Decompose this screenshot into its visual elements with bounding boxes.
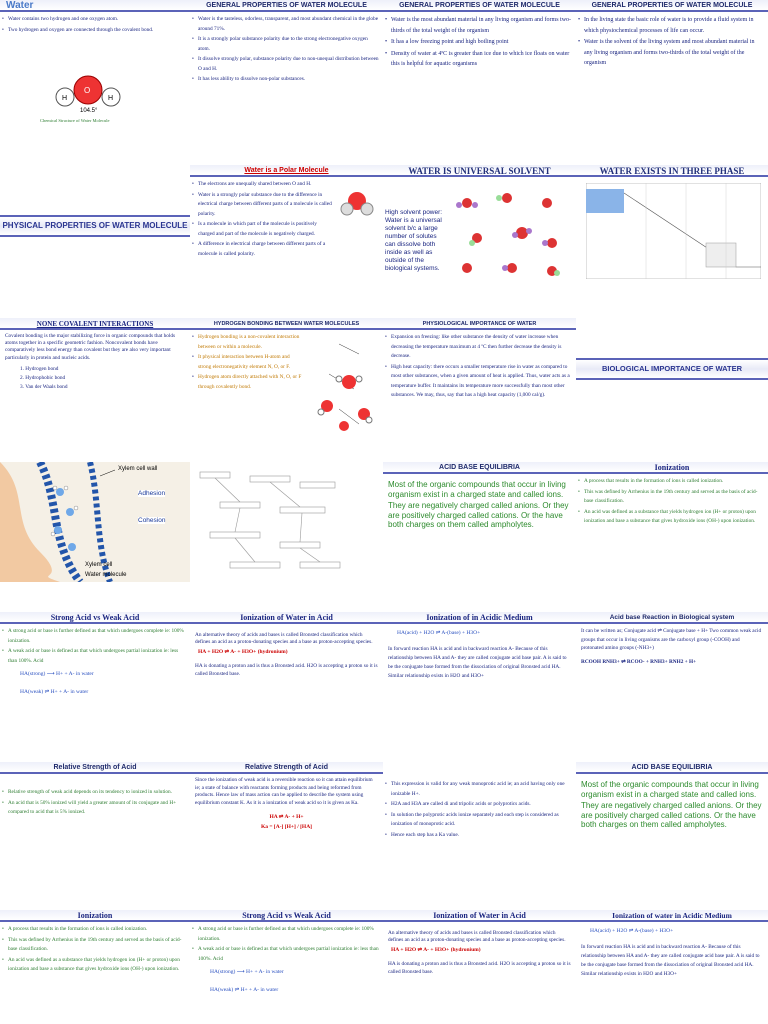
bullet: • Water is the solvent of the living system and most abundant material in any living organism and forms two-thirds of the total weight of the organism — [584, 37, 764, 69]
hydrogen-bond-diagram — [309, 334, 379, 434]
equation-strong: HA(strong) ⟶ H+ + A- in water — [210, 969, 284, 975]
bullet: • In the living state the basic role of water is to provide a fluid system in which physiochemical processes of life can occur. — [584, 15, 764, 36]
slide-title: GENERAL PROPERTIES OF WATER MOLECULE — [383, 0, 576, 12]
bullet: • It physical interaction between H-atom and strong electronegativity element N, O, or F. — [198, 353, 303, 372]
slide-title: Strong Acid vs Weak Acid — [190, 910, 383, 922]
slide-title: Ionization — [0, 910, 190, 922]
bullet: • It has less ability to dissolve non-polar substances. — [198, 75, 379, 85]
body-text: HA is donating a proton and is thus a Bronsted acid. H2O is accepting a proton so it is called Bronsted base. — [388, 961, 571, 975]
bullet: • It has a low freezing point and high boiling point — [391, 37, 572, 48]
list-item: 2. Hydrophobic bond — [20, 374, 66, 381]
slide-strong-weak-2[interactable] — [190, 910, 383, 1024]
equation: HA ⇌ A- + H+ — [269, 814, 304, 820]
slide-relative-strength-2[interactable] — [190, 762, 383, 887]
slide-title: ACID BASE EQUILIBRIA — [383, 462, 576, 474]
angle-label: 104.5° — [80, 108, 98, 114]
bullet: • An acid was defined as a substance that yields hydrogen ion (H+ or proton) upon ionization and base a substance that gives hydroxide ions (OH-) upon ionization. — [584, 508, 764, 527]
body-text: In forward reaction HA is acid and in backward reaction A- Because of this relationship between HA and A- they are called conjugate acid base pair. A is said to be the conjugate base formed from the dissociation of original Bronsted acid HA. Similar relationship exists in H2O and H3O+ — [388, 646, 567, 679]
slide-title: Ionization — [576, 462, 768, 474]
slide-flowchart[interactable] — [190, 462, 383, 582]
label-water-molecule: Water molecule — [85, 572, 127, 578]
slide-title: NONE COVALENT INTERACTIONS — [0, 318, 190, 330]
slide-ionization-2[interactable] — [0, 910, 190, 1024]
equation-weak: HA(weak) ⇌ H+ + A- in water — [20, 689, 89, 695]
slide-acid-base-2[interactable] — [576, 762, 768, 887]
label-cell-wall: Xylem cell wall — [118, 466, 158, 472]
body-text: An alternative theory of acids and bases is called Bronsted classification which defines an acid as a proton-donating species and a base as proton-accepting species. — [195, 632, 373, 646]
h-label: H — [62, 95, 68, 102]
body-text: High solvent power: Water is a universal solvent b/c a large number of solutes can dissolve both inside as well as outside of the biological systems. — [385, 209, 443, 272]
slide-physiological-importance[interactable] — [383, 318, 576, 438]
bullet: • A process that results in the formation of ions is called ionization. — [584, 477, 764, 487]
image-caption: Chemical Structure of Water Molecule — [40, 118, 110, 123]
slide-title: GENERAL PROPERTIES OF WATER MOLECULE — [190, 0, 383, 12]
bullet: • The electrons are unequally shared between O and H. — [198, 180, 333, 190]
bullet: • Hence each step has a Ka value. — [391, 831, 572, 841]
bullet: • Water is the most abundant material in any living organism and forms two-thirds of the total weight of the organism — [391, 15, 572, 36]
slide-title: Ionization of water in Acidic Medium — [576, 910, 768, 922]
bullet: • Hydrogen atom directly attached with N, O, or F through covalently bond. — [198, 373, 303, 392]
list-item: 1. Hydrogen bond — [20, 365, 59, 372]
bullet: • A weak acid or base is defined as that which undergoes partial ionization ie: less than 100%. Acid — [198, 945, 379, 964]
equation-strong: HA(strong) ⟶ H+ + A- in water — [20, 671, 94, 677]
body-text: HA is donating a proton and is thus a Bronsted acid. H2O is accepting a proton so it is called Bronsted base. — [195, 663, 378, 677]
equation: HA + H2O ⇌ A- + H3O+ (hydronium) — [198, 649, 288, 656]
bullet: • Water is a strongly polar substance due to the difference in electrical charge between different parts of a molecule is called polarity. — [198, 191, 333, 220]
body-text: In forward reaction HA is acid and in backward reaction A- Because of this relationship between HA and A- they are called conjugate acid base pair. A is said to be the conjugate base formed from the dissociation of original Bronsted acid HA. Similar relationship exists in H2O and H3O+ — [581, 944, 760, 977]
bullet: • This was defined by Arrhenius in the 19th century and served as the basis of acid-base classification. — [8, 936, 186, 955]
flowchart-diagram — [190, 462, 383, 582]
o-label: O — [84, 86, 91, 95]
slide-universal-solvent[interactable] — [383, 165, 576, 285]
slide-ionization-water-1[interactable] — [190, 612, 383, 737]
slide-ionization-1[interactable] — [576, 462, 768, 582]
slide-acidic-medium-1[interactable] — [383, 612, 576, 737]
bullet: • In solution the polyprotic acids ionize separately and each step is considered as ionization of monoprotic acid. — [391, 811, 572, 830]
slide-title: PHYSIOLOGICAL IMPORTANCE OF WATER — [383, 318, 576, 330]
bullet: • A weak acid or base is defined as that which undergoes partial ionization ie: less than 100%. Acid — [8, 647, 186, 666]
label-adhesion: Adhesion — [138, 490, 166, 497]
label-xylem-cell: Xylem cell — [85, 562, 113, 568]
equation-weak: HA(weak) ⇌ H+ + A- in water — [210, 987, 279, 993]
bullet: • Is a molecule in which part of the molecule is positively charged and part of the molecule is negatively charged. — [198, 220, 333, 239]
body-text: Since the ionization of weak acid is a reversible reaction so it can attain equilibrium ie; a state of balance with reactants forming products and being reformed from products. Hence law of mass action can be applied to describe the system using equilibrium constant K. As it is a ionization of weak acid so it is given as Ka. — [195, 777, 373, 806]
bullet: • Relative strength of weak acid depends on its tendency to ionized in solution. — [8, 788, 186, 798]
slide-polyprotic[interactable] — [383, 762, 576, 887]
slide-hydrogen-bonding[interactable] — [190, 318, 383, 438]
bullet: • A difference in electrical charge between different parts of a molecule is called polarity. — [198, 240, 333, 259]
bullet: • A strong acid or base is further defined as that which undergoes complete ie: 100% ionization. — [198, 925, 379, 944]
bullet: • An acid that is 50% ionized will yield a greater amount of its conjugate and H+ compared to acid that is 5% ionized. — [8, 799, 186, 818]
equation: HA + H2O ⇌ A- + H3O+ (hydronium) — [391, 947, 481, 954]
slide-general-props-3[interactable] — [576, 0, 768, 140]
body-text: Covalent bonding is the major stabilizing force in organic compounds that holds atoms together in a specific geometric fashion. Noncovalent bonds have comparatively less bond energy than covalent but they are also very important particularly in protein and nucleic acids. — [5, 333, 176, 361]
slide-title: WATER IS UNIVERSAL SOLVENT — [383, 165, 576, 177]
h-label: H — [108, 95, 114, 102]
body-text: An alternative theory of acids and bases is called Bronsted classification which defines an acid as a proton-donating species and a base as proton-accepting species. — [388, 930, 566, 944]
slide-title: Ionization of in Acidic Medium — [383, 612, 576, 624]
bullet: • Expansion on freezing: like other substance the density of water increase when decreasing the temperature maximum at 4 ºC then further decrease the density is decrease. — [391, 333, 570, 362]
polar-molecule-icon — [337, 183, 377, 223]
bullet: • It is a strongly polar substance polarity due to the strong electronegative oxygen atom. — [198, 35, 379, 54]
slide-title: Relative Strength of Acid — [190, 762, 383, 774]
bullet: • Density of water at 4ºC is greater than ice due to which ice floats on water this is helpful for aquatic organisms — [391, 49, 572, 70]
slide-strong-weak-1[interactable] — [0, 612, 190, 737]
body-text: Most of the organic compounds that occur in living organism exist in a charged state and called ions. — [388, 480, 566, 499]
slide-title: Acid base Reaction in Biological system — [576, 612, 768, 624]
bullet: • Hydrogen bonding is a non-covalent interaction between or within a molecule. — [198, 333, 303, 352]
slide-relative-strength-1[interactable] — [0, 762, 190, 887]
body-text: They are negatively charged called anions. Or they are positively charged called cations. Or the have both charges on them called ampholytes. — [581, 801, 762, 829]
slide-title: Ionization of Water in Acid — [190, 612, 383, 624]
bullet: • H2A and H3A are called di and tripolic acids or polyprotics acids. — [391, 800, 572, 810]
slide-physical-props[interactable] — [0, 165, 190, 285]
list-item: 3. Van der Waals bond — [20, 383, 68, 390]
slide-acid-base-1[interactable] — [383, 462, 576, 582]
phase-diagram — [586, 183, 761, 279]
slide-three-phase[interactable] — [576, 165, 768, 285]
body-text: It can be written as; Conjugate acid ⇌ Conjugate base + H+ Two common weak acid groups that occur in living organisms are the carboxyl group (-COOH) and protonated amino groups (-NH3+) — [581, 628, 762, 651]
slide-water[interactable] — [0, 0, 190, 140]
bullet: • Water is the tasteless, odorless, transparent, and most abundant chemical in the globe around 71%. — [198, 15, 379, 34]
slide-biological-system[interactable] — [576, 612, 768, 737]
slide-title: ACID BASE EQUILIBRIA — [576, 762, 768, 774]
equation: HA(acid) + H2O ⇌ A-(base) + H3O+ — [590, 928, 674, 934]
slide-polar-molecule[interactable] — [190, 165, 383, 285]
slide-title: BIOLOGICAL IMPORTANCE OF WATER — [576, 358, 768, 380]
slide-title: Water — [0, 0, 190, 12]
ka-equation: Ka = [A-] [H+] / [HA] — [260, 824, 313, 830]
bullet: • It dissolve strongly polar, substance polarity due to non-unequal distribution between O and H. — [198, 55, 379, 74]
body-text: Most of the organic compounds that occur in living organism exist in a charged state and called ions. — [581, 780, 759, 799]
water-molecule-diagram — [38, 60, 138, 120]
slide-title: Ionization of Water in Acid — [383, 910, 576, 922]
slide-noncovalent[interactable] — [0, 318, 190, 438]
bullet: • Water contains two hydrogen and one oxygen atom. — [8, 15, 182, 25]
bullet: • Two hydrogen and oxygen are connected through the covalent bond. — [8, 26, 182, 36]
slide-title: Water is a Polar Molecule — [190, 165, 383, 177]
slide-title: HYDROGEN BONDING BETWEEN WATER MOLECULES — [190, 318, 383, 330]
slide-ionization-water-2[interactable] — [383, 910, 576, 1024]
solute-molecules-diagram — [447, 183, 575, 281]
slide-general-props-2[interactable] — [383, 0, 576, 140]
slide-biological-importance[interactable] — [576, 318, 768, 438]
body-text: They are negatively charged called anions. Or they are positively charged called cations. Or the have both charges on them called ampholytes. — [388, 501, 569, 529]
slide-title: WATER EXISTS IN THREE PHASE — [576, 165, 768, 177]
slide-xylem-image[interactable] — [0, 462, 190, 582]
bullet: • This expression is valid for any weak monoprotic acid ie; an acid having only one ionizable H+. — [391, 780, 572, 799]
slide-acidic-medium-2[interactable] — [576, 910, 768, 1024]
equation: RCOOH RNH3+ ⇌ RCOO- + RNH3+ RNH2 + H+ — [581, 658, 697, 665]
bullet: • High heat capacity: there occurs a smaller temperature rise in water as compared to most other substances, when a given amount of heat is applied. Thus, water acts as a temperature buffer. It maintains its temperature more successfully than most other substances. We may, thus, say that has a high heat capacity (1,000 cal/g). — [391, 363, 570, 401]
slide-title: Relative Strength of Acid — [0, 762, 190, 774]
bullet: • An acid was defined as a substance that yields hydrogen ion (H+ or proton) upon ionization and base a substance that gives hydroxide ions (OH-) upon ionization. — [8, 956, 186, 975]
bullet: • A process that results in the formation of ions is called ionization. — [8, 925, 186, 935]
slide-title: PHYSICAL PROPERTIES OF WATER MOLECULE — [0, 215, 190, 237]
bullet: • This was defined by Arrhenius in the 19th century and served as the basis of acid-base classification. — [584, 488, 764, 507]
equation: HA(acid) + H2O ⇌ A-(base) + H3O+ — [397, 630, 481, 636]
slide-title: GENERAL PROPERTIES OF WATER MOLECULE — [576, 0, 768, 12]
bullet: • A strong acid or base is further defined as that which undergoes complete ie: 100% ionization. — [8, 627, 186, 646]
slide-general-props-1[interactable] — [190, 0, 383, 140]
slide-title: Strong Acid vs Weak Acid — [0, 612, 190, 624]
label-cohesion: Cohesion — [138, 517, 166, 524]
